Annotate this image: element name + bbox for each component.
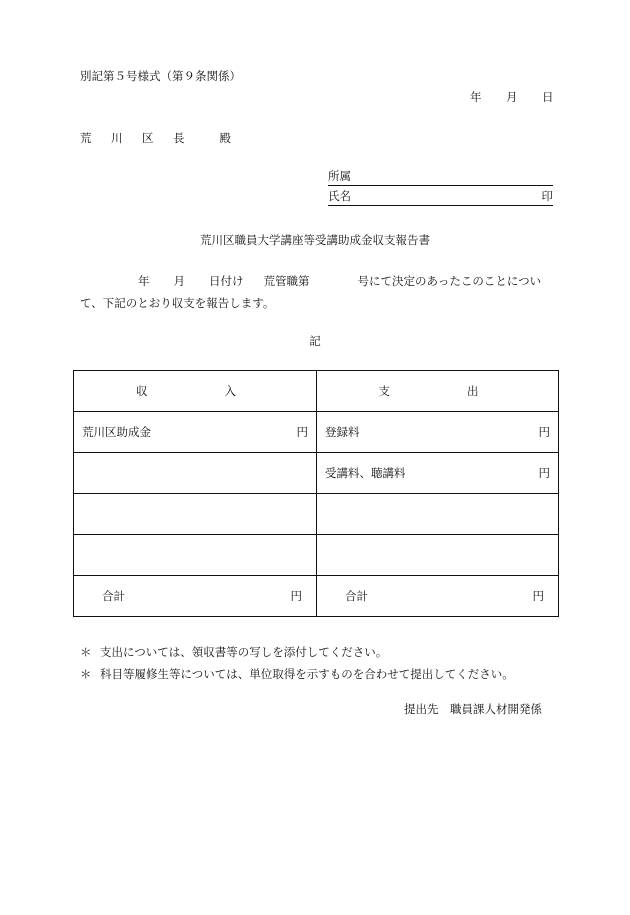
expense-total-unit: 円 bbox=[532, 589, 544, 603]
income-cell bbox=[74, 494, 317, 535]
income-item: 荒川区助成金 bbox=[82, 425, 151, 439]
table-row bbox=[74, 535, 559, 576]
asterisk-mark: ＊ bbox=[80, 667, 92, 681]
addressee: 荒 川 区 長 殿 bbox=[80, 131, 235, 145]
table-total-row bbox=[74, 576, 559, 617]
expense-cell bbox=[317, 412, 559, 453]
date-day-label: 日 bbox=[542, 90, 554, 104]
date-month-label: 月 bbox=[506, 90, 518, 104]
income-cell bbox=[74, 535, 317, 576]
seal-mark: 印 bbox=[541, 189, 553, 203]
document-title: 荒川区職員大学講座等受講助成金収支報告書 bbox=[200, 233, 430, 247]
table-row bbox=[74, 494, 559, 535]
income-header: 収 入 bbox=[74, 371, 317, 412]
note-text: 支出については、領収書等の写しを添付してください。 bbox=[100, 645, 388, 659]
income-total-label: 合計 bbox=[102, 589, 125, 603]
table-header-row bbox=[74, 371, 559, 412]
income-total-cell bbox=[74, 576, 317, 617]
asterisk-mark: ＊ bbox=[80, 645, 92, 659]
affiliation-label: 所属 bbox=[328, 169, 351, 183]
body-dated: 日付け bbox=[209, 274, 244, 288]
expense-cell bbox=[317, 494, 559, 535]
expense-unit: 円 bbox=[538, 425, 550, 439]
name-label: 氏名 bbox=[328, 189, 351, 203]
note-item bbox=[80, 641, 514, 663]
ki-heading: 記 bbox=[309, 334, 321, 348]
body-month: 月 bbox=[173, 274, 185, 288]
expense-cell bbox=[317, 535, 559, 576]
income-cell bbox=[74, 412, 317, 453]
notes bbox=[80, 641, 514, 685]
expense-unit: 円 bbox=[538, 466, 550, 480]
table-row bbox=[74, 412, 559, 453]
expense-item: 登録料 bbox=[325, 425, 360, 439]
name-line bbox=[328, 189, 553, 206]
expense-total-label: 合計 bbox=[345, 589, 368, 603]
form-number: 別記第５号様式（第９条関係） bbox=[80, 69, 241, 83]
affiliation-line bbox=[328, 169, 553, 186]
date-line bbox=[470, 89, 554, 105]
body-year: 年 bbox=[138, 274, 150, 288]
note-item bbox=[80, 663, 514, 685]
expense-header: 支 出 bbox=[317, 371, 559, 412]
income-total-unit: 円 bbox=[290, 589, 302, 603]
body-text bbox=[80, 270, 555, 314]
body-doc-prefix: 荒管職第 bbox=[263, 274, 310, 288]
expense-item: 受講料、聴講料 bbox=[325, 466, 406, 480]
expense-total-cell bbox=[317, 576, 559, 617]
income-expense-table bbox=[73, 370, 559, 617]
submit-destination: 提出先 職員課人材開発係 bbox=[404, 702, 542, 716]
body-number-suffix: 号にて決定のあったこのことについ bbox=[357, 274, 542, 288]
date-year-label: 年 bbox=[470, 90, 482, 104]
income-unit: 円 bbox=[296, 425, 308, 439]
table-row bbox=[74, 453, 559, 494]
expense-cell bbox=[317, 453, 559, 494]
note-text: 科目等履修生等については、単位取得を示すものを合わせて提出してください。 bbox=[100, 667, 514, 681]
body-line2: て、下記のとおり収支を報告します。 bbox=[80, 296, 275, 310]
income-cell bbox=[74, 453, 317, 494]
